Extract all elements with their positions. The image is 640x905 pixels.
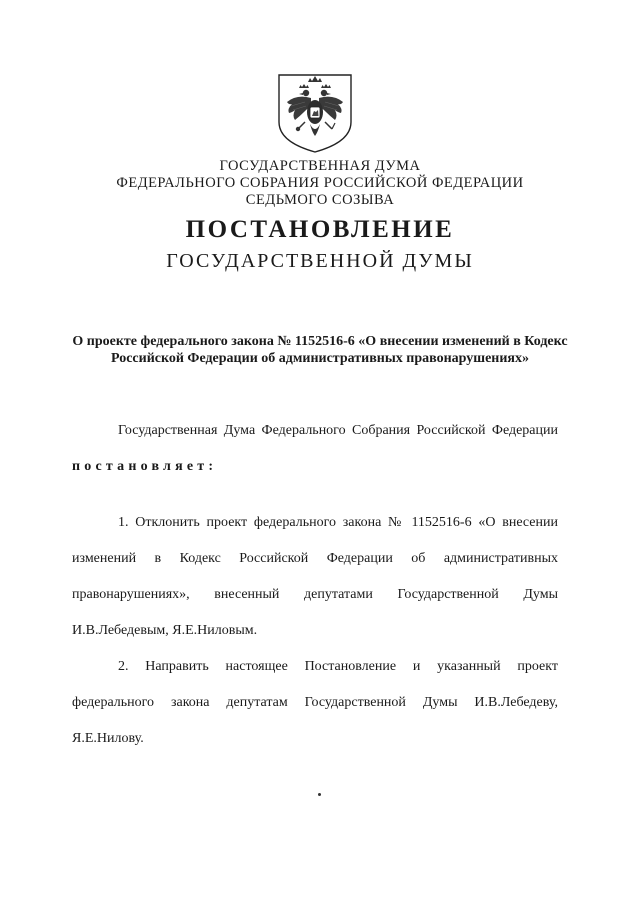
parliament-assembly: ФЕДЕРАЛЬНОГО СОБРАНИЯ РОССИЙСКОЙ ФЕДЕРАЦИИ xyxy=(116,175,524,191)
coat-of-arms-icon xyxy=(275,72,355,154)
convocation: СЕДЬМОГО СОЗЫВА xyxy=(245,192,395,208)
preamble xyxy=(72,413,558,485)
resolution-item-2: 2. Направить настоящее Постановление и указанный проект федерального закона депутатам Государственной Думы И.В.Лебедеву, Я.Е.Нилову. xyxy=(72,659,558,746)
document-subject: О проекте федерального закона № 1152516-6 «О внесении изменений в Кодекс Российской Федерации об административных правонарушениях» xyxy=(72,334,568,366)
scan-artifact-dot xyxy=(318,793,321,796)
preamble-text: Государственная Дума Федерального Собрания Российской Федерации xyxy=(118,423,558,438)
resolution-item-1: 1. Отклонить проект федерального закона № 1152516-6 «О внесении изменений в Кодекс Российской Федерации об административных правонарушениях», внесенный депутатами Государственной Думы И.В.Лебедевым, Я.Е.Ниловым. xyxy=(72,515,558,638)
parliament-name: ГОСУДАРСТВЕННАЯ ДУМА xyxy=(219,158,421,174)
preamble-verb: постановляет: xyxy=(72,459,218,474)
document-issuer: ГОСУДАРСТВЕННОЙ ДУМЫ xyxy=(166,250,474,272)
document-type: ПОСТАНОВЛЕНИЕ xyxy=(185,216,455,243)
